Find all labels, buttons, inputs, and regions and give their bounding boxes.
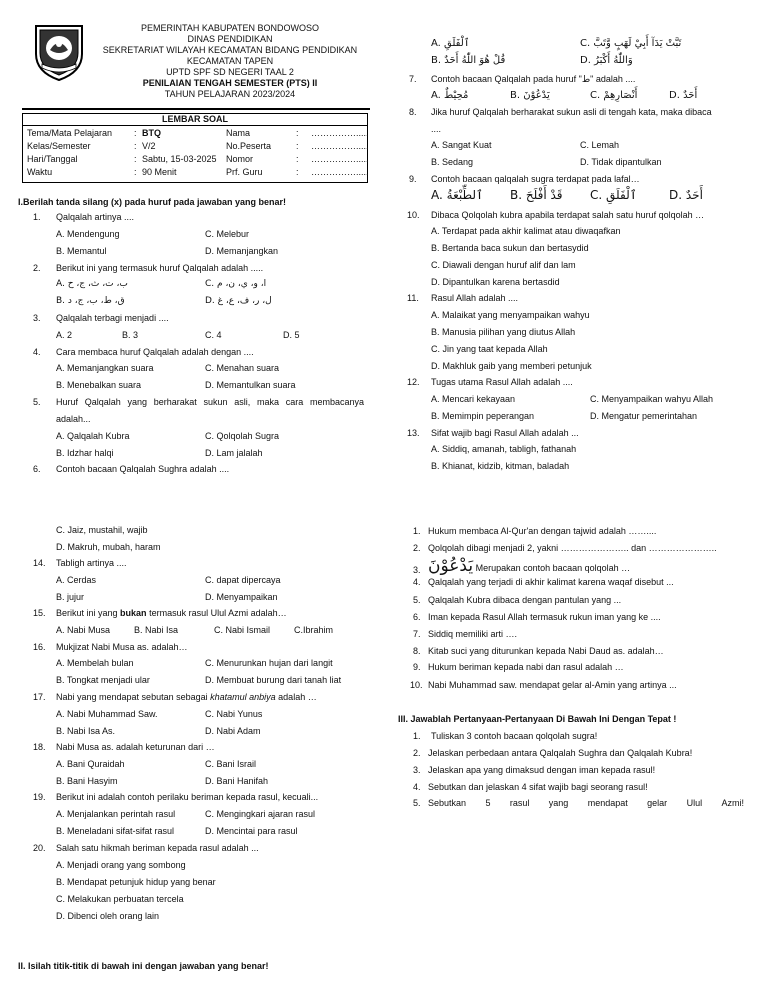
answer-option[interactable]: C. Mengingkari ajaran rasul (205, 809, 316, 819)
info-label: Nama (226, 128, 251, 138)
info-table (22, 113, 368, 183)
answer-option[interactable]: D. Tidak dipantulkan (580, 157, 662, 167)
answer-option[interactable]: B. Manusia pilihan yang diutus Allah (431, 327, 576, 337)
question-number: 4. (33, 347, 41, 357)
info-blank[interactable]: ……………..... (311, 167, 369, 177)
answer-option[interactable]: B. Nabi Isa (134, 625, 179, 635)
answer-option[interactable]: D. Menyampaikan (205, 592, 278, 602)
answer-option[interactable]: A. Mencari kekayaan (431, 394, 516, 404)
answer-option[interactable]: B. Menebalkan suara (56, 380, 142, 390)
answer-option[interactable]: B. ق، ط، ب، ج، د (56, 296, 125, 306)
answer-option[interactable]: A. Qalqalah Kubra (56, 431, 130, 441)
essay-question: Sebutkan 5 rasul yang mendapat gelar Ulul Azmi! (428, 798, 744, 808)
question-text: Qalqalah terbagi menjadi .... (56, 313, 169, 323)
question-number: 15. (33, 608, 46, 618)
fill-in-question: Siddiq memiliki arti …. (428, 629, 518, 639)
question-number: 2. (33, 263, 41, 273)
answer-option[interactable]: B. Memantul (56, 246, 107, 256)
section-2-title: II. Isilah titik-titik di bawah ini dengan jawaban yang benar! (18, 961, 269, 971)
essay-question: Sebutkan dan jelaskan 4 sifat wajib bagi seorang rasul! (428, 782, 648, 792)
question-number: 13. (407, 428, 420, 438)
fill-in-question: Hukum membaca Al-Qur'an dengan tajwid adalah …….... (428, 526, 657, 536)
letterhead-divider (22, 108, 370, 110)
answer-option[interactable]: A. Membelah bulan (56, 658, 134, 668)
answer-option[interactable]: A. Siddiq, amanah, tabligh, fathanah (431, 444, 577, 454)
question-number: 2. (413, 543, 421, 553)
answer-option[interactable]: A. ب، ت، ث، ج، ح (56, 279, 128, 289)
question-text: Contoh bacaan Qalqalah pada huruf "ط" adalah .... (431, 74, 636, 84)
question-text: Contoh bacaan qalqalah sugra terdapat pada lafal… (431, 174, 640, 184)
question-number: 5. (413, 595, 421, 605)
fill-in-question: Iman kepada Rasul Allah termasuk rukun iman yang ke .... (428, 612, 661, 622)
question-text: Sifat wajib bagi Rasul Allah adalah ... (431, 428, 579, 438)
info-value: BTQ (142, 128, 161, 138)
question-text: Cara membaca huruf Qalqalah adalah dengan .... (56, 347, 254, 357)
question-text: Nabi Musa as. adalah keturunan dari … (56, 742, 215, 752)
answer-option[interactable]: C. Menyampaikan wahyu Allah (590, 394, 714, 404)
answer-option[interactable]: A. Menjalankan perintah rasul (56, 809, 176, 819)
answer-option[interactable]: A. Memanjangkan suara (56, 363, 154, 373)
answer-option[interactable]: B. قَدْ أَفْلَحَ (510, 188, 563, 202)
question-number: 3. (33, 313, 41, 323)
answer-option[interactable]: B. Sedang (431, 157, 474, 167)
answer-option[interactable]: D. Makruh, mubah, haram (56, 542, 161, 552)
question-number: 14. (33, 558, 46, 568)
answer-option[interactable]: A. 2 (56, 330, 73, 340)
question-number: 4. (413, 577, 421, 587)
answer-option[interactable]: C. Menahan suara (205, 363, 280, 373)
info-left-labels (27, 127, 112, 179)
fill-in-question: Qalqalah yang terjadi di akhir kalimat karena waqaf disebut ... (428, 577, 674, 587)
question-number: 11. (407, 293, 419, 303)
academic-year: TAHUN PELAJARAN 2023/2024 (164, 89, 296, 99)
answer-option[interactable]: C. Bani Israil (205, 759, 257, 769)
info-label: No.Peserta (226, 141, 272, 151)
question-number: 5. (413, 798, 421, 808)
question-number: 9. (413, 662, 421, 672)
answer-option[interactable]: C. Jaiz, mustahil, wajib (56, 525, 148, 535)
answer-option[interactable]: B. Meneladani sifat-sifat rasul (56, 826, 175, 836)
fill-in-question: Hukum beriman kepada nabi dan rasul adalah … (428, 662, 624, 672)
answer-option[interactable]: D. أَحَدٌ (669, 90, 698, 101)
info-right-values (311, 127, 369, 179)
answer-option[interactable]: C. تَبَّتْ يَدَآ أَبِيْ لَهَبٍ وَّتَبَّ (580, 38, 682, 49)
answer-option[interactable]: B. jujur (56, 592, 85, 602)
answer-option[interactable]: D. Makhluk gaib yang memberi petunjuk (431, 361, 592, 371)
answer-option[interactable]: C. Melebur (205, 229, 250, 239)
essay-question: Jelaskan perbedaan antara Qalqalah Sughra dan Qalqalah Kubra! (428, 748, 693, 758)
info-label: Hari/Tanggal (27, 154, 78, 164)
answer-option[interactable]: B. Idzhar halqi (56, 448, 114, 458)
fill-in-question: Qalqalah Kubra dibaca dengan pantulan yang ... (428, 595, 622, 605)
answer-option[interactable]: C. Melakukan perbuatan tercela (56, 894, 184, 904)
info-label: Kelas/Semester (27, 141, 91, 151)
question-number: 5. (33, 397, 41, 407)
school-logo (30, 20, 88, 82)
question-number: 4. (413, 782, 421, 792)
answer-option[interactable]: D. Mencintai para rasul (205, 826, 298, 836)
question-number: 20. (33, 843, 46, 853)
info-label: Nomor (226, 154, 254, 164)
answer-option[interactable]: C. Diawali dengan huruf alif dan lam (431, 260, 576, 270)
question-number: 3. (413, 765, 421, 775)
answer-option[interactable]: B. Nabi Isa As. (56, 726, 116, 736)
answer-option[interactable]: D. Lam jalalah (205, 448, 263, 458)
question-number: 9. (409, 174, 417, 184)
question-number: 18. (33, 742, 46, 752)
answer-option[interactable]: C. Qolqolah Sugra (205, 431, 280, 441)
question-number: 10. (407, 210, 420, 220)
question-number: 12. (407, 377, 420, 387)
info-right-labels (226, 127, 271, 179)
fill-in-question: Kitab suci yang diturunkan kepada Nabi Daud as. adalah… (428, 646, 664, 656)
question-number: 1. (33, 212, 41, 222)
question-text: Berikut ini yang bukan termasuk rasul Ulul Azmi adalah… (56, 608, 287, 618)
section-3-title: III. Jawablah Pertanyaan-Pertanyaan Di Bawah Ini Dengan Tepat ! (398, 714, 677, 724)
letterhead-line: KECAMATAN TAPEN (186, 56, 274, 66)
answer-option[interactable]: A. ٱلطِّبْعَةُ (431, 188, 484, 202)
question-number: 17. (33, 692, 46, 702)
question-number: 19. (33, 792, 46, 802)
info-left-values (142, 127, 217, 179)
section-1-title: I.Berilah tanda silang (x) pada huruf pada jawaban yang benar! (18, 197, 287, 207)
answer-option[interactable]: A. Cerdas (56, 575, 97, 585)
question-number: 1. (413, 731, 421, 741)
answer-option[interactable]: A. Malaikat yang menyampaikan wahyu (431, 310, 590, 320)
info-blank[interactable]: ……………..... (311, 141, 369, 151)
exam-title: PENILAIAN TENGAH SEMESTER (PTS) II (142, 78, 318, 88)
question-text: adalah... (56, 414, 91, 424)
question-number: 6. (413, 612, 421, 622)
answer-option[interactable]: B. قُلْ هُوَ اللّٰهُ أَحَدٌ (431, 55, 506, 66)
answer-option[interactable]: C.Ibrahim (294, 625, 334, 635)
answer-option[interactable]: C. Menurunkan hujan dari langit (205, 658, 333, 668)
answer-option[interactable]: D. ل، ر، ف، ع، غ (205, 296, 272, 306)
fill-in-question: يَدْعُوْنَ Merupakan contoh bacaan qolqolah … (428, 556, 631, 576)
answer-option[interactable]: B. Khianat, kidzib, kitman, baladah (431, 461, 570, 471)
answer-option[interactable]: C. Lemah (580, 140, 620, 150)
answer-option[interactable]: D. Mengatur pemerintahan (590, 411, 698, 421)
question-number: 3. (413, 565, 421, 575)
answer-option[interactable]: A. Bani Quraidah (56, 759, 125, 769)
question-number: 10. (410, 680, 423, 690)
answer-option[interactable]: D. أَحَدٌ (669, 188, 703, 202)
question-number: 16. (33, 642, 46, 652)
info-blank[interactable]: ……………..... (311, 128, 369, 138)
answer-option[interactable]: B. Tongkat menjadi ular (56, 675, 150, 685)
answer-option[interactable]: D. Dipantulkan karena bertasdid (431, 277, 560, 287)
question-number: 7. (409, 74, 417, 84)
info-label: Prf. Guru (226, 167, 263, 177)
info-left-colons: : : : : (134, 128, 137, 177)
fill-in-question: Nabi Muhammad saw. mendapat gelar al-Amin yang artinya ... (428, 680, 677, 690)
answer-option[interactable]: D. Dibenci oleh orang lain (56, 911, 160, 921)
question-text: .... (431, 124, 442, 134)
answer-option[interactable]: A. Terdapat pada akhir kalimat atau diwaqafkan (431, 226, 621, 236)
answer-option[interactable]: D. Memanjangkan (205, 246, 279, 256)
answer-option[interactable]: C. أَنْصَارِهِمْ (590, 90, 638, 101)
answer-option[interactable]: C. Jin yang taat kepada Allah (431, 344, 548, 354)
question-number: 8. (413, 646, 421, 656)
fill-in-question: Qolqolah dibagi menjadi 2, yakni ………………….. dan ………………….. (428, 543, 717, 553)
question-text: Jika huruf Qalqalah berharakat sukun asli di tengah kata, maka dibaca (431, 107, 712, 117)
question-text: Rasul Allah adalah .... (431, 293, 519, 303)
letterhead-line: UPTD SPF SD NEGERI TAAL 2 (166, 67, 294, 77)
answer-option[interactable]: B. 3 (122, 330, 139, 340)
answer-option[interactable]: A. ٱلْفَلَقِ (431, 38, 470, 49)
info-blank[interactable]: ……………..... (311, 154, 369, 164)
answer-option[interactable]: C. dapat dipercaya (205, 575, 281, 585)
letterhead-line: SEKRETARIAT WILAYAH KECAMATAN BIDANG PENDIDIKAN (102, 45, 358, 55)
answer-option[interactable]: C. ا، و، ي، ن، م (205, 279, 267, 289)
question-text: Huruf Qalqalah yang berharakat sukun asli, maka cara membacanya (56, 397, 364, 407)
info-value: V/2 (142, 141, 156, 151)
answer-option[interactable]: D. Memantulkan suara (205, 380, 296, 390)
info-label: Waktu (27, 167, 53, 177)
answer-option[interactable]: C. ٱلْفَلَقِ (590, 188, 637, 202)
letterhead-line: DINAS PENDIDIKAN (187, 34, 273, 44)
essay-question: Tuliskan 3 contoh bacaan qolqolah sugra! (431, 731, 598, 741)
question-text: Dibaca Qolqolah kubra apabila terdapat salah satu huruf qolqolah … (431, 210, 705, 220)
answer-option[interactable]: D. Bani Hanifah (205, 776, 269, 786)
question-text: Qalqalah artinya .... (56, 212, 135, 222)
answer-option[interactable]: B. Bertanda baca sukun dan bertasydid (431, 243, 589, 253)
question-number: 6. (33, 464, 41, 474)
answer-option[interactable]: B. يَدْعُوْنَ (510, 90, 550, 101)
essay-question: Jelaskan apa yang dimaksud dengan iman kepada rasul! (428, 765, 656, 775)
answer-option[interactable]: D. 5 (283, 330, 300, 340)
answer-option[interactable]: D. وَاللّٰهُ أَكْبَرُ (580, 55, 633, 66)
info-value: 90 Menit (142, 167, 177, 177)
answer-option[interactable]: D. Nabi Adam (205, 726, 261, 736)
question-text: Berikut ini adalah contoh perilaku beriman kepada rasul, kecuali... (56, 792, 319, 802)
answer-option[interactable]: C. 4 (205, 330, 222, 340)
answer-option[interactable]: A. Mendengung (56, 229, 120, 239)
answer-option[interactable]: B. Mendapat petunjuk hidup yang benar (56, 877, 216, 887)
question-number: 7. (413, 629, 421, 639)
question-number: 8. (409, 107, 417, 117)
answer-option[interactable]: B. Memimpin peperangan (431, 411, 535, 421)
answer-option[interactable]: C. Nabi Yunus (205, 709, 263, 719)
answer-option[interactable]: B. Bani Hasyim (56, 776, 118, 786)
answer-option[interactable]: A. Nabi Muhammad Saw. (56, 709, 158, 719)
question-text: Berikut ini yang termasuk huruf Qalqalah adalah ..... (56, 263, 264, 273)
answer-option[interactable]: A. Sangat Kuat (431, 140, 492, 150)
answer-option[interactable]: C. Nabi Ismail (214, 625, 271, 635)
question-text: Mukjizat Nabi Musa as. adalah… (56, 642, 188, 652)
letterhead-line: PEMERINTAH KABUPATEN BONDOWOSO (140, 23, 320, 33)
answer-option[interactable]: D. Membuat burung dari tanah liat (205, 675, 342, 685)
answer-option[interactable]: A. Menjadi orang yang sombong (56, 860, 186, 870)
answer-option[interactable]: A. Nabi Musa (56, 625, 111, 635)
question-number: 2. (413, 748, 421, 758)
info-value: Sabtu, 15-03-2025 (142, 154, 217, 164)
question-text: Salah satu hikmah beriman kepada rasul adalah ... (56, 843, 259, 853)
info-right-colons: : : : : (296, 128, 299, 177)
question-text: Contoh bacaan Qalqalah Sughra adalah .... (56, 464, 230, 474)
question-text: Nabi yang mendapat sebutan sebagai khatamul anbiya adalah … (56, 692, 317, 702)
question-text: Tabligh artinya .... (56, 558, 127, 568)
question-number: 1. (413, 526, 421, 536)
answer-option[interactable]: A. مُحِيْطٌ (431, 90, 469, 101)
info-label: Tema/Mata Pelajaran (27, 128, 113, 138)
question-text: Tugas utama Rasul Allah adalah .... (431, 377, 573, 387)
letterhead (85, 23, 375, 100)
sheet-title: LEMBAR SOAL (23, 114, 367, 126)
